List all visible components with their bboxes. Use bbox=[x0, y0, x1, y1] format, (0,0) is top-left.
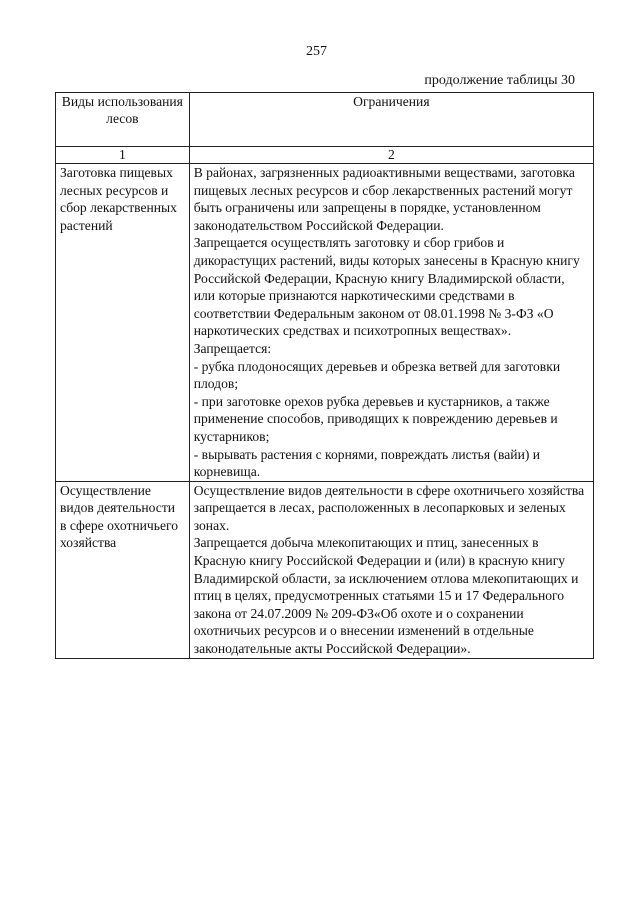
column-header-forest-use: Виды использования лесов bbox=[56, 93, 190, 147]
restriction-list-item: - вырывать растения с корнями, повреждать листья (вайи) и корневища. bbox=[193, 446, 541, 480]
restrictions-cell bbox=[189, 481, 593, 658]
restriction-list-item: - рубка плодоносящих деревьев и обрезка ветвей для заготовки плодов; bbox=[193, 358, 561, 392]
column-number-1: 1 bbox=[56, 147, 190, 164]
page-number: 257 bbox=[306, 44, 327, 59]
table-row bbox=[56, 164, 594, 482]
restriction-paragraph: В районах, загрязненных радиоактивными веществами, заготовка пищевых лесных ресурсов и сбор лекарственных растений могут быть ограничены или запрещены в порядке, установленном законодательством Российской Федерации. bbox=[193, 165, 575, 233]
restriction-paragraph: Запрещается осуществлять заготовку и сбор грибов и дикорастущих растений, виды которых занесены в Красную книгу Российской Федерации, Красную книгу Владимирской области, или которые признаются наркотическими средствами в соответствии Федеральным законом от 08.01.1998 № 3-ФЗ «О наркотических средствах и психотропных веществах». bbox=[193, 235, 580, 339]
table-header-row bbox=[56, 93, 594, 147]
column-number-row bbox=[56, 147, 594, 164]
restrictions-cell bbox=[189, 164, 593, 482]
restriction-paragraph: Запрещается: bbox=[193, 340, 272, 356]
forest-use-type-cell: Заготовка пищевых лесных ресурсов и сбор лекарственных растений bbox=[56, 164, 190, 482]
table-row bbox=[56, 481, 594, 658]
table-continuation-label: продолжение таблицы 30 bbox=[424, 73, 575, 88]
column-number-2: 2 bbox=[189, 147, 593, 164]
forest-use-type-cell: Осуществление видов деятельности в сфере охотничьего хозяйства bbox=[56, 481, 190, 658]
restriction-paragraph: Запрещается добыча млекопитающих и птиц, занесенных в Красную книгу Российской Федерации и (или) в красную книгу Владимирской области, за исключением отлова млекопитающих и птиц в целях, предусмотренных статьями 15 и 17 Федерального закона от 24.07.2009 № 209-ФЗ«Об охоте и о сохранении охотничьих ресурсов и о внесении изменений в отдельные законодательные акты Российской Федерации». bbox=[193, 535, 579, 657]
restriction-list-item: - при заготовке орехов рубка деревьев и кустарников, а также применение способов, приводящих к повреждению деревьев и кустарников; bbox=[193, 393, 558, 444]
column-header-restrictions: Ограничения bbox=[189, 93, 593, 147]
restrictions-table bbox=[55, 92, 594, 659]
restriction-paragraph: Осуществление видов деятельности в сфере охотничьего хозяйства запрещается в лесах, расположенных в лесопарковых и зеленых зонах. bbox=[193, 482, 585, 533]
